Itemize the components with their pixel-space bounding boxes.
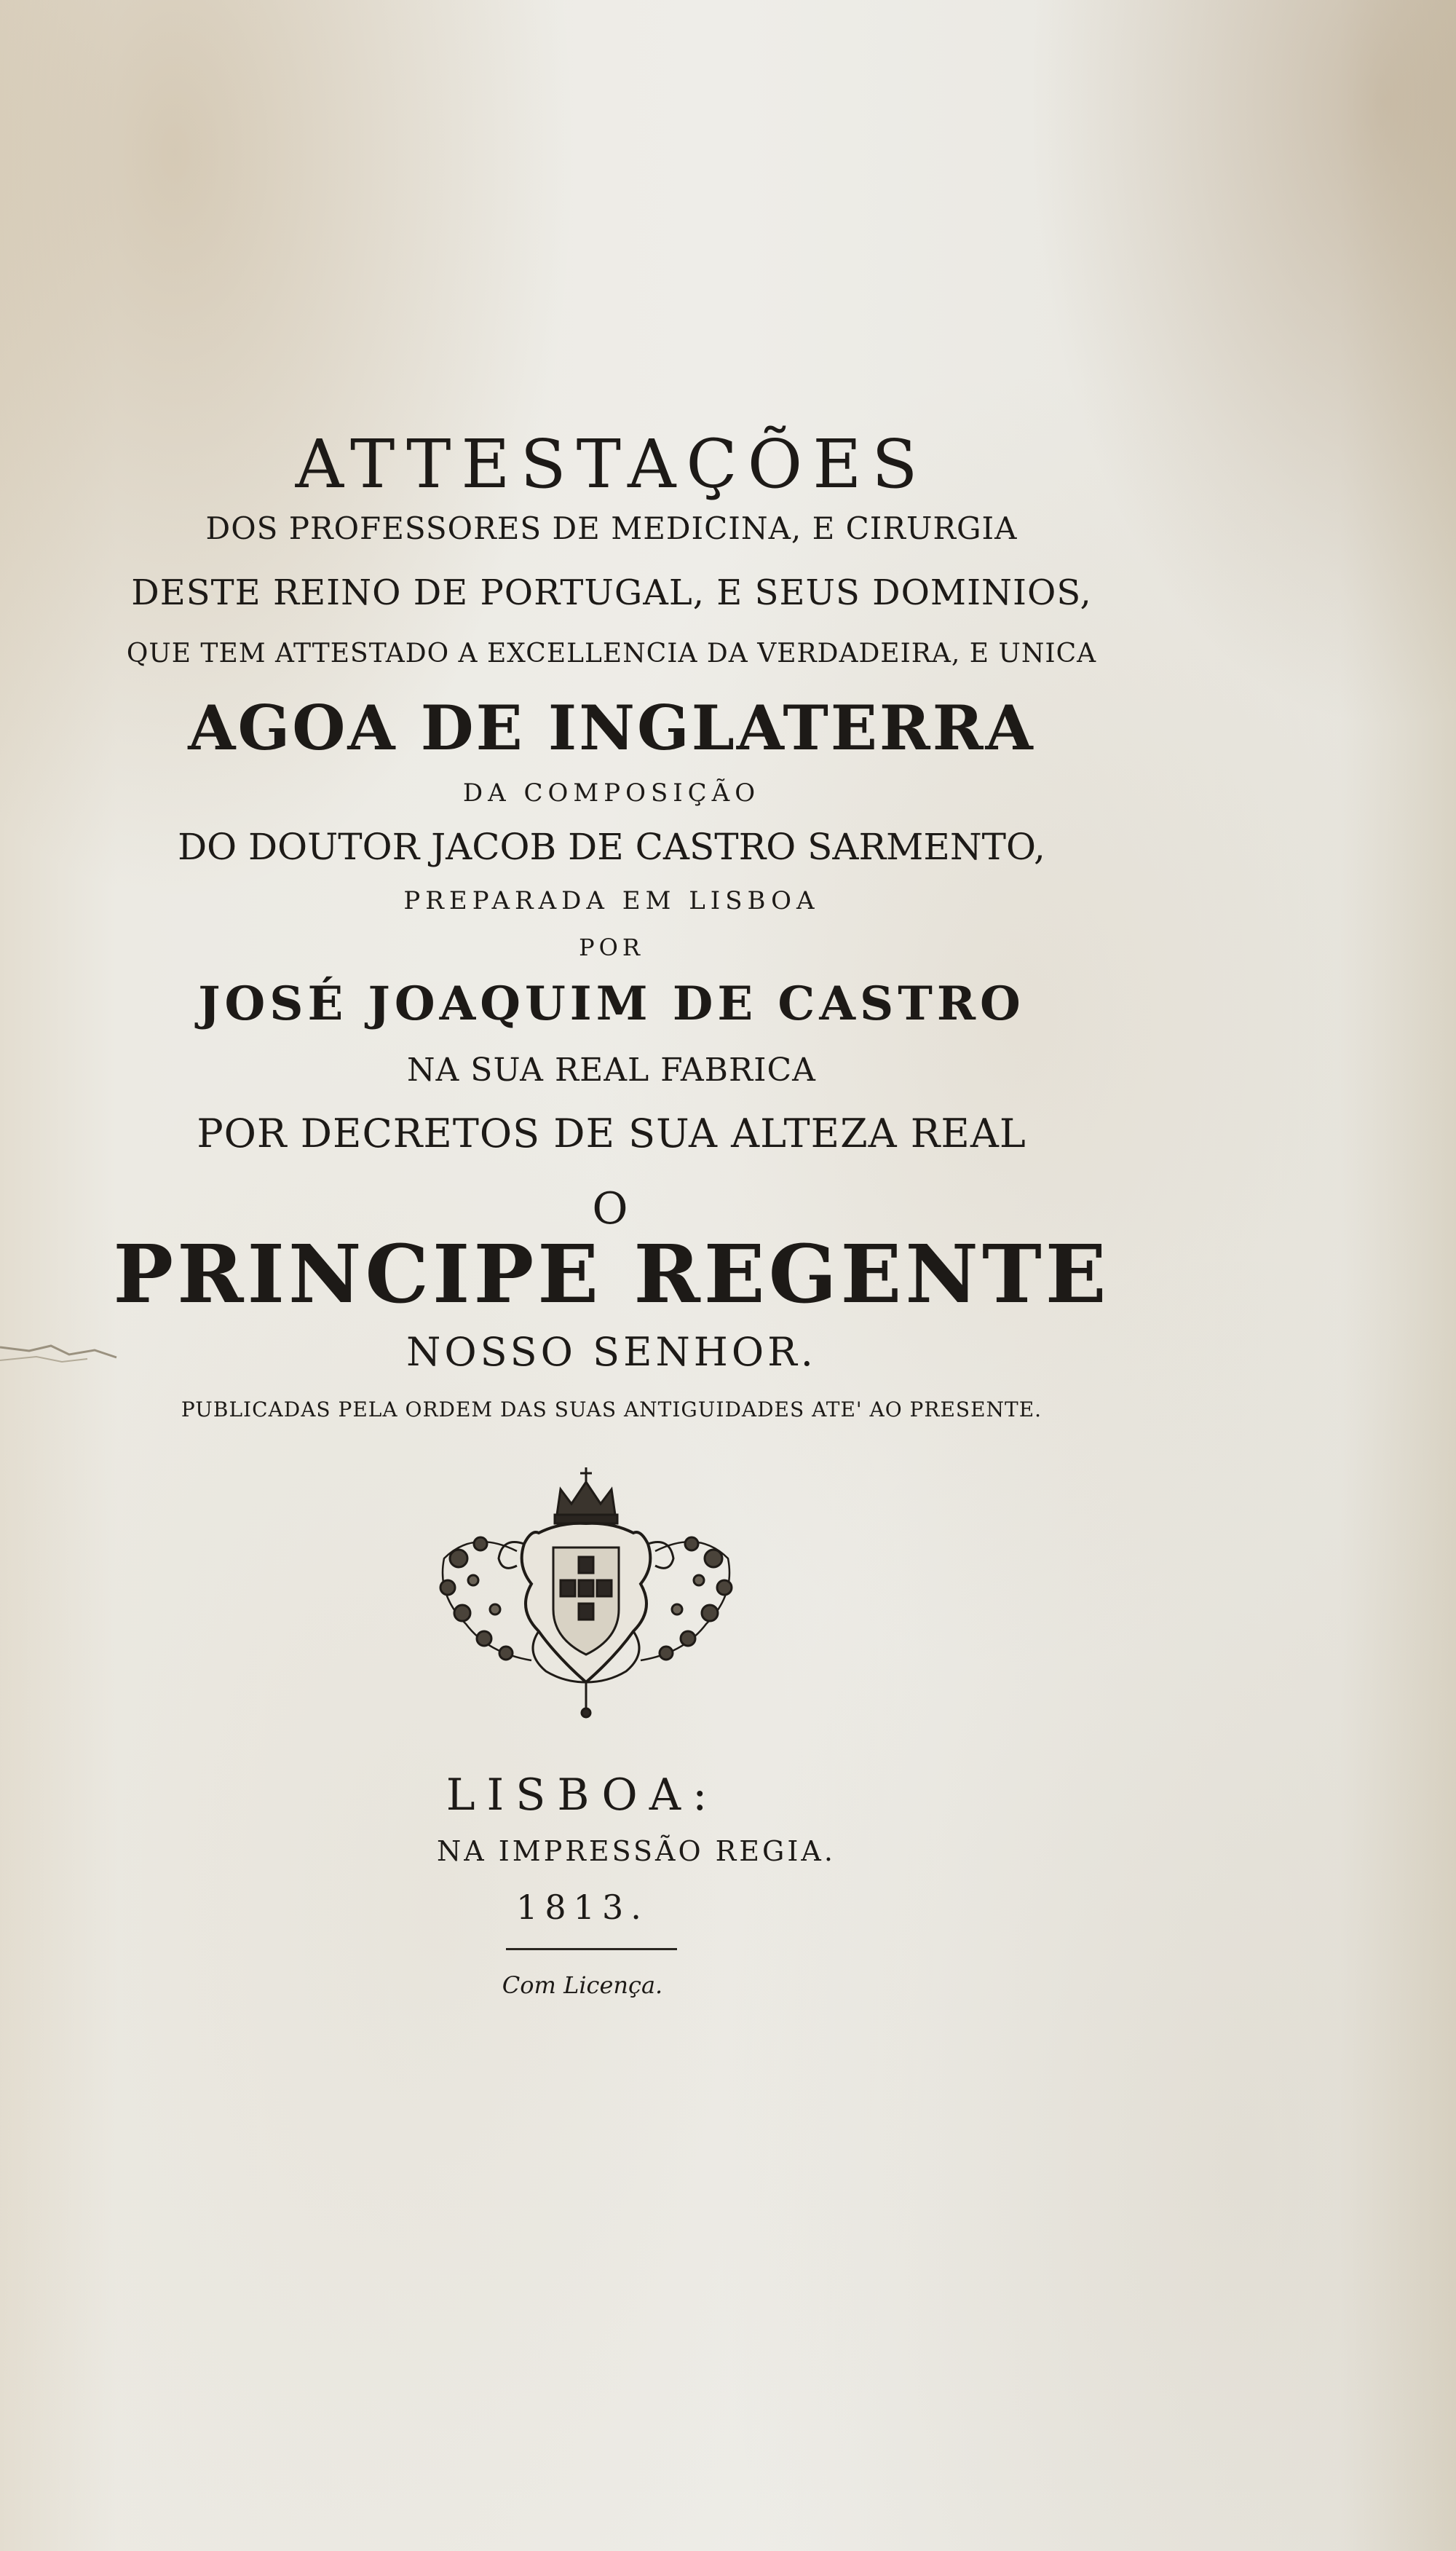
title-line-decrees: POR DECRETOS DE SUA ALTEZA REAL [197,1111,1026,1156]
title-line-attested: QUE TEM ATTESTADO A EXCELLENCIA DA VERDADEIRA, E UNICA [126,639,1097,669]
title-line-doctor: DO DOUTOR JACOB DE CASTRO SARMENTO, [178,826,1045,868]
imprint-place: LISBOA: [446,1770,719,1821]
title-line-author: JOSÉ JOAQUIM DE CASTRO [198,977,1025,1031]
paper-tear [0,1333,124,1376]
title-line-fabrica: NA SUA REAL FABRICA [407,1052,816,1089]
title-line-agoa: AGOA DE INGLATERRA [188,692,1035,764]
title-line-principe: PRINCIPE REGENTE [113,1227,1110,1321]
title-line-published: PUBLICADAS PELA ORDEM DAS SUAS ANTIGUIDADES ATE' AO PRESENTE. [181,1397,1042,1422]
title-line-kingdom: DESTE REINO DE PORTUGAL, E SEUS DOMINIOS, [131,572,1092,613]
title-line-por: POR [579,934,644,961]
title-line-professors: DOS PROFESSORES DE MEDICINA, E CIRURGIA [205,510,1018,546]
title-line-prepared: PREPARADA EM LISBOA [403,886,820,915]
royal-coat-of-arms-icon [430,1464,743,1719]
page-title: ATTESTAÇÕES [295,425,928,503]
imprint-divider [506,1948,677,1950]
imprint-license: Com Licença. [502,1971,663,1999]
imprint-printer: NA IMPRESSÃO REGIA. [437,1835,836,1867]
imprint-year: 1813. [516,1888,649,1927]
title-line-senhor: NOSSO SENHOR. [406,1329,817,1375]
title-line-composition: DA COMPOSIÇÃO [462,778,761,808]
title-line-o: O [592,1183,631,1234]
